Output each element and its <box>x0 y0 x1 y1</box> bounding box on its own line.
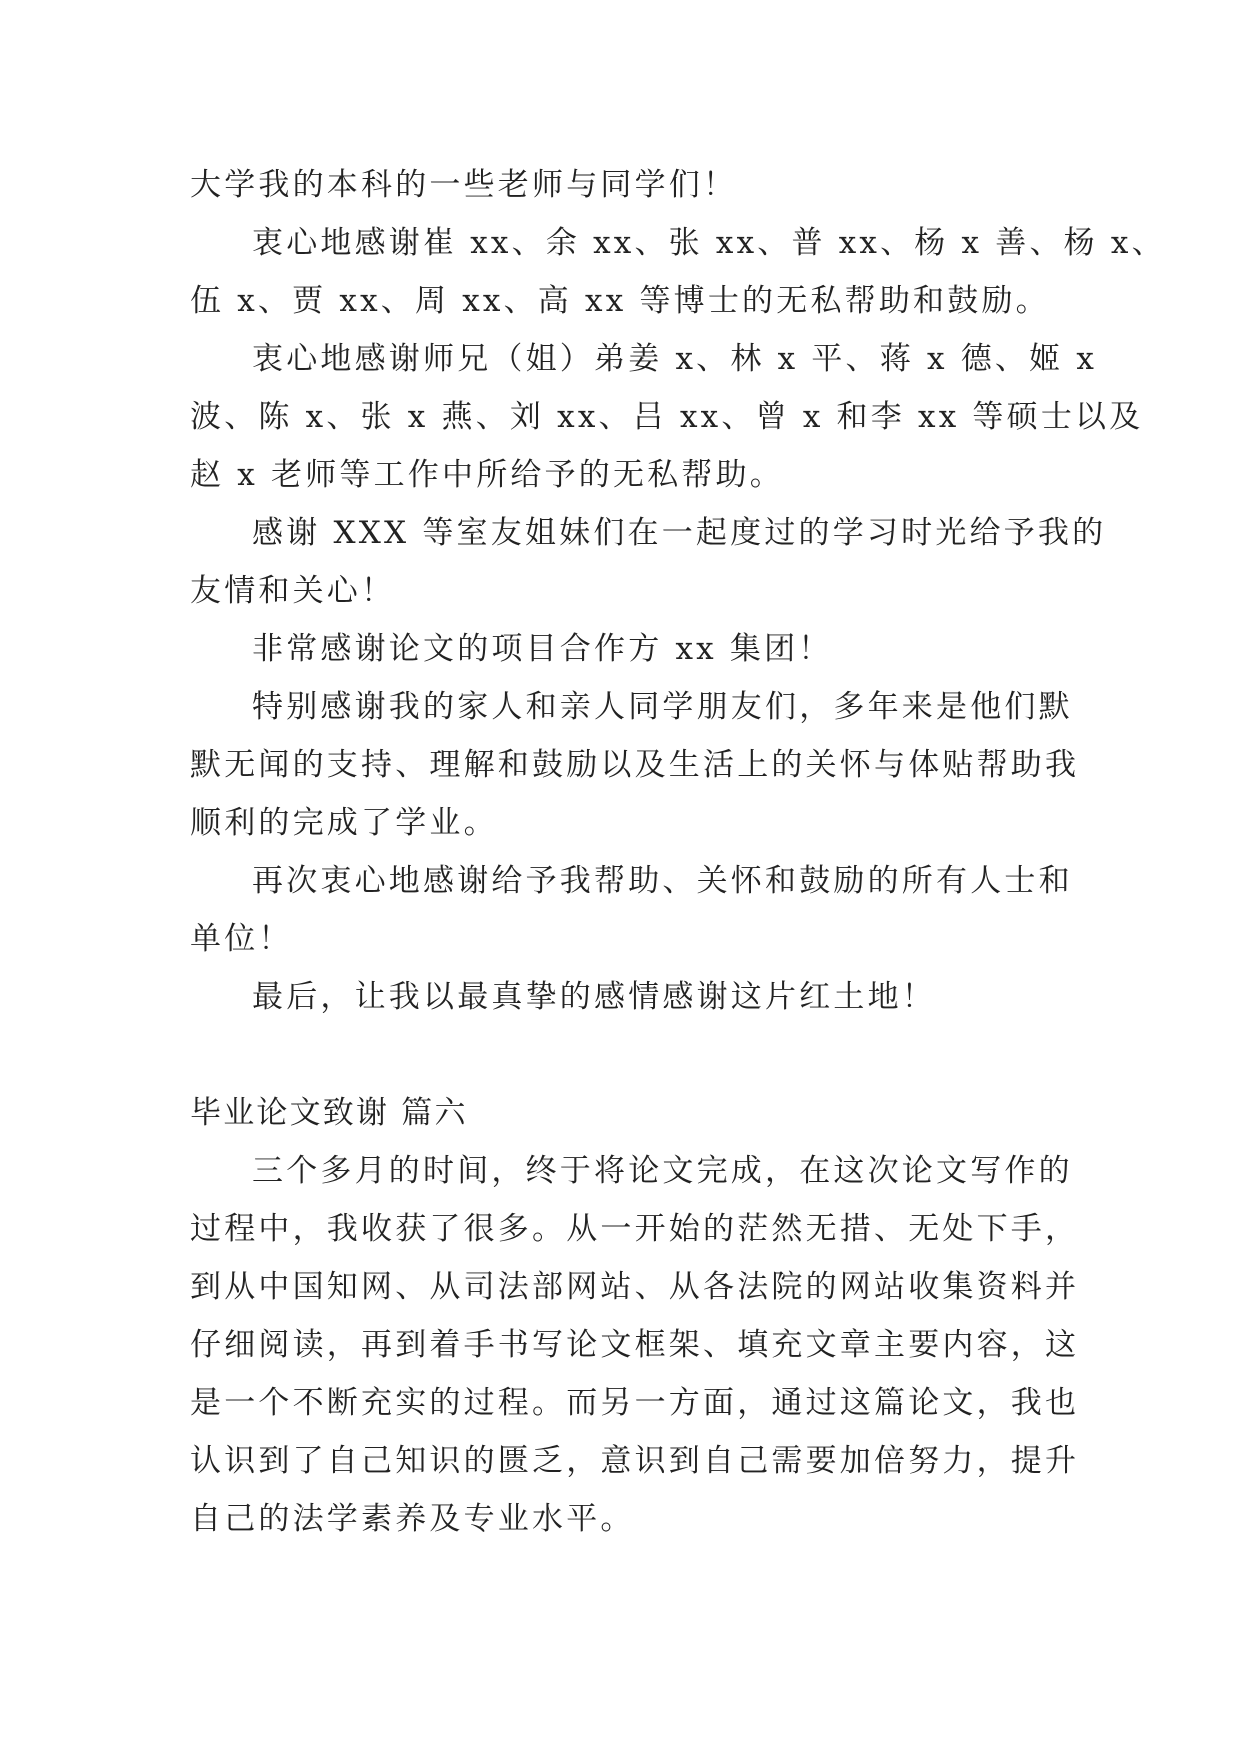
text-line: 最后，让我以最真挚的感情感谢这片红土地！ <box>252 979 936 1015</box>
text-line: 自己的法学素养及专业水平。 <box>190 1501 635 1537</box>
text-line: 到从中国知网、从司法部网站、从各法院的网站收集资料并 <box>190 1269 1080 1305</box>
text-line: 伍 x、贾 xx、周 xx、高 xx 等博士的无私帮助和鼓励。 <box>190 283 1050 319</box>
section-heading: 毕业论文致谢 篇六 <box>190 1095 468 1131</box>
text-line: 衷心地感谢师兄（姐）弟姜 x、林 x 平、蒋 x 德、姬 x <box>252 341 1098 377</box>
text-line: 赵 x 老师等工作中所给予的无私帮助。 <box>190 457 784 493</box>
text-line: 仔细阅读，再到着手书写论文框架、填充文章主要内容，这 <box>190 1327 1080 1363</box>
text-line: 再次衷心地感谢给予我帮助、关怀和鼓励的所有人士和 <box>252 863 1073 899</box>
text-line: 过程中，我收获了很多。从一开始的茫然无措、无处下手， <box>190 1211 1080 1247</box>
text-line: 大学我的本科的一些老师与同学们！ <box>190 167 738 203</box>
text-line: 认识到了自己知识的匮乏，意识到自己需要加倍努力，提升 <box>190 1443 1080 1479</box>
text-line: 特别感谢我的家人和亲人同学朋友们，多年来是他们默 <box>252 689 1073 725</box>
text-line: 默无闻的支持、理解和鼓励以及生活上的关怀与体贴帮助我 <box>190 747 1080 783</box>
text-line: 波、陈 x、张 x 燕、刘 xx、吕 xx、曾 x 和李 xx 等硕士以及 <box>190 399 1144 435</box>
text-line: 单位！ <box>190 921 293 957</box>
text-line: 三个多月的时间，终于将论文完成，在这次论文写作的 <box>252 1153 1073 1189</box>
text-line: 是一个不断充实的过程。而另一方面，通过这篇论文，我也 <box>190 1385 1080 1421</box>
text-line: 衷心地感谢崔 xx、余 xx、张 xx、普 xx、杨 x 善、杨 x、 <box>252 225 1166 261</box>
text-line: 顺利的完成了学业。 <box>190 805 498 841</box>
text-line: 感谢 XXX 等室友姐妹们在一起度过的学习时光给予我的 <box>252 515 1107 551</box>
text-line: 友情和关心！ <box>190 573 396 609</box>
text-line: 非常感谢论文的项目合作方 xx 集团！ <box>252 631 833 667</box>
